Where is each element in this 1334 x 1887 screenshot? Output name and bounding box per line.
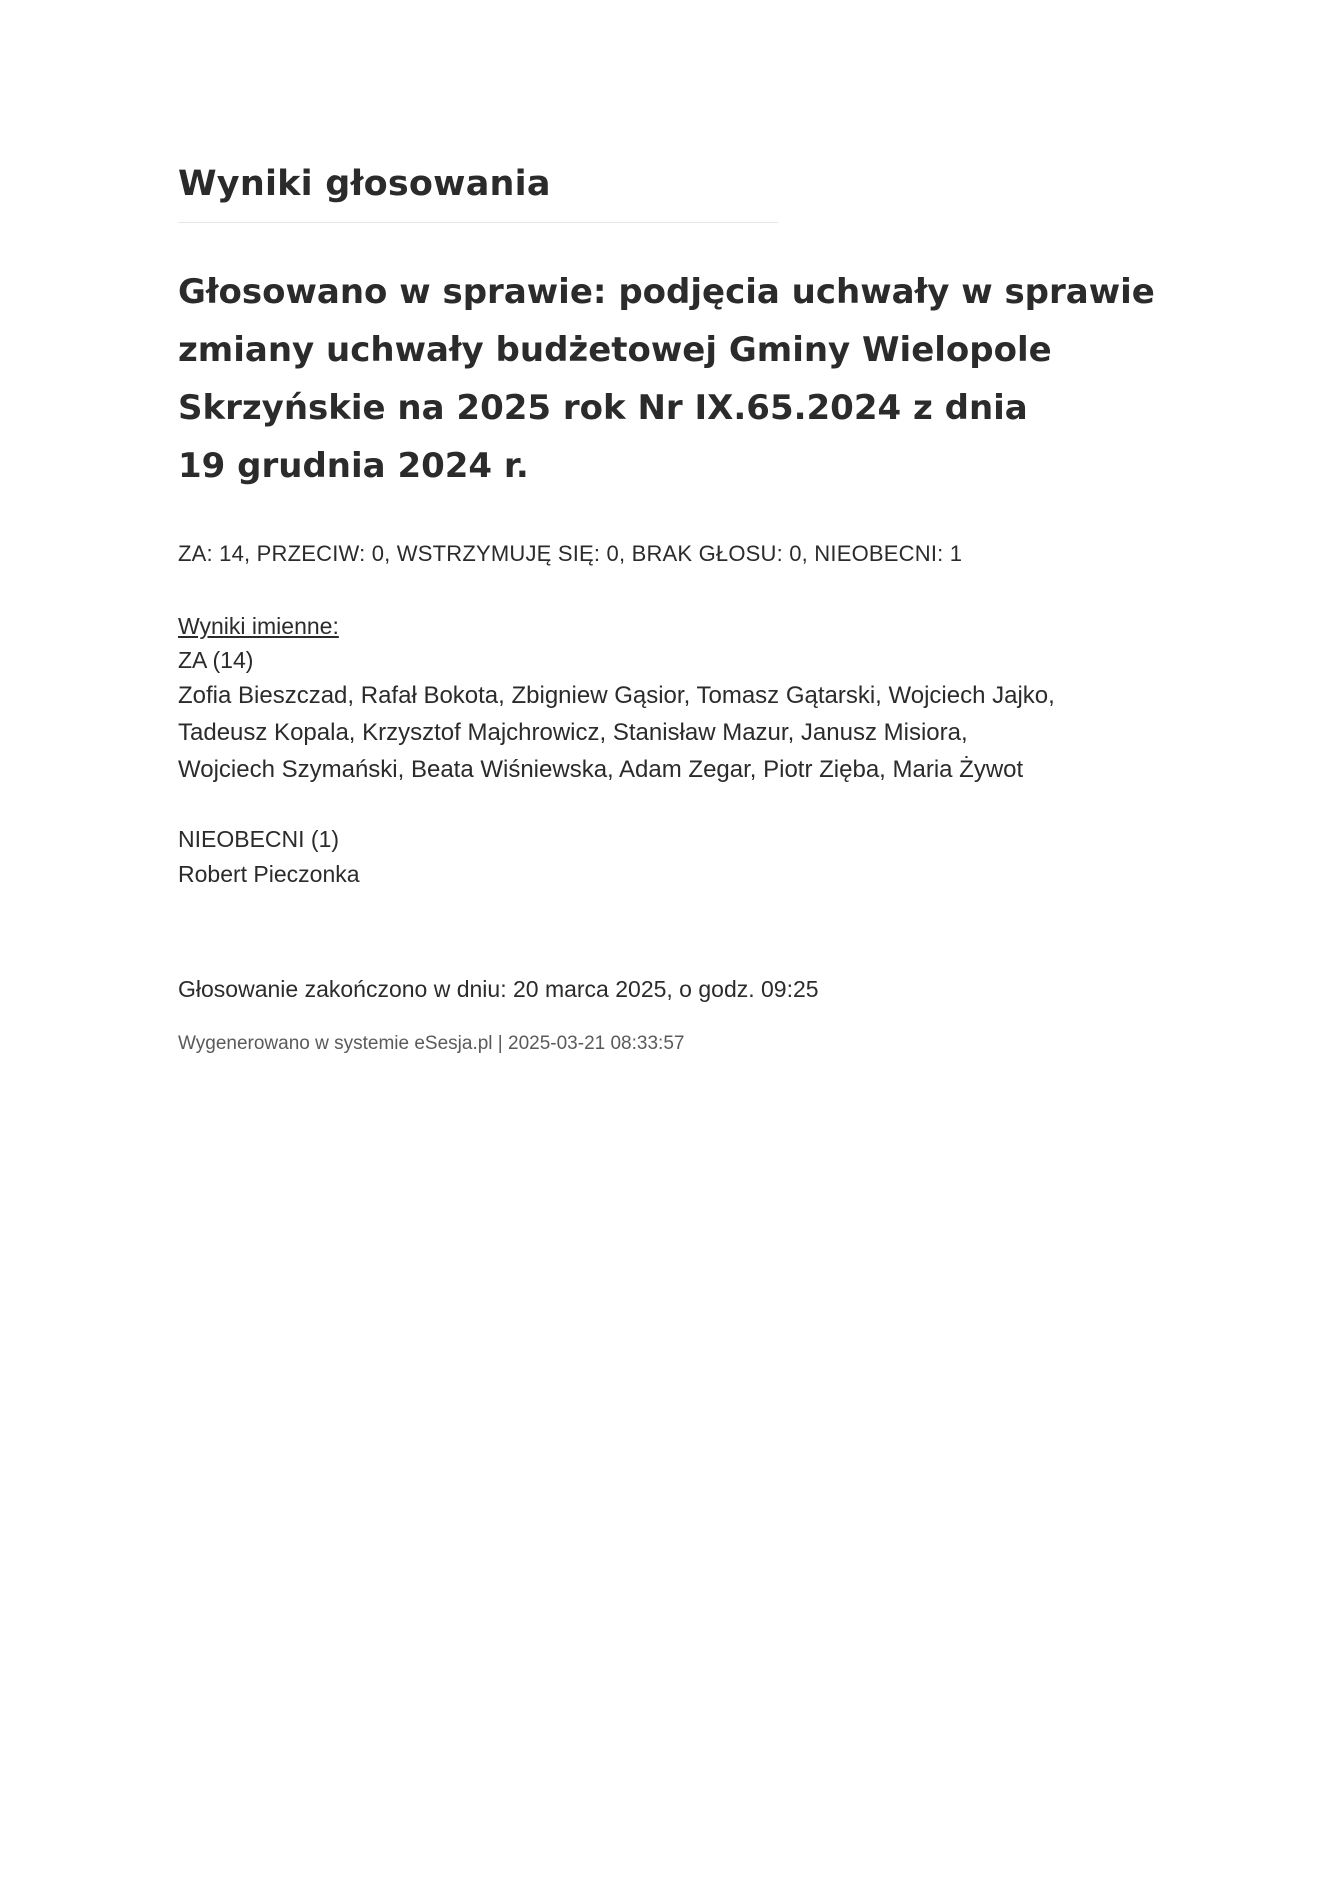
vote-subject	[178, 263, 1158, 495]
vote-subject-line: 19 grudnia 2024 r.	[178, 446, 529, 486]
absent-group-names: Robert Pieczonka	[178, 861, 360, 887]
for-group-label: ZA (14)	[178, 647, 254, 673]
named-results-heading: Wyniki imienne:	[178, 613, 339, 639]
for-group-names	[178, 677, 1178, 788]
absent-group-label: NIEOBECNI (1)	[178, 826, 340, 852]
title-divider	[178, 222, 778, 223]
for-group	[178, 643, 1178, 788]
document-content	[178, 160, 1178, 1055]
names-line: Tadeusz Kopala, Krzysztof Majchrowicz, Stanisław Mazur, Janusz Misiora,	[178, 719, 968, 746]
generated-footer: Wygenerowano w systemie eSesja.pl | 2025-03-21 08:33:57	[178, 1033, 685, 1054]
vote-subject-line: Skrzyńskie na 2025 rok Nr IX.65.2024 z dnia	[178, 388, 1028, 428]
vote-subject-line: zmiany uchwały budżetowej Gminy Wielopole	[178, 330, 1052, 370]
names-line: Zofia Bieszczad, Rafał Bokota, Zbigniew Gąsior, Tomasz Gątarski, Wojciech Jajko,	[178, 682, 1055, 709]
vote-summary: ZA: 14, PRZECIW: 0, WSTRZYMUJĘ SIĘ: 0, BRAK GŁOSU: 0, NIEOBECNI: 1	[178, 541, 963, 566]
vote-subject-line: Głosowano w sprawie: podjęcia uchwały w sprawie	[178, 272, 1155, 312]
page-title: Wyniki głosowania	[178, 164, 551, 204]
names-line: Wojciech Szymański, Beata Wiśniewska, Adam Zegar, Piotr Zięba, Maria Żywot	[178, 756, 1024, 783]
vote-finished-info: Głosowanie zakończono w dniu: 20 marca 2025, o godz. 09:25	[178, 976, 819, 1002]
absent-group	[178, 822, 1178, 892]
